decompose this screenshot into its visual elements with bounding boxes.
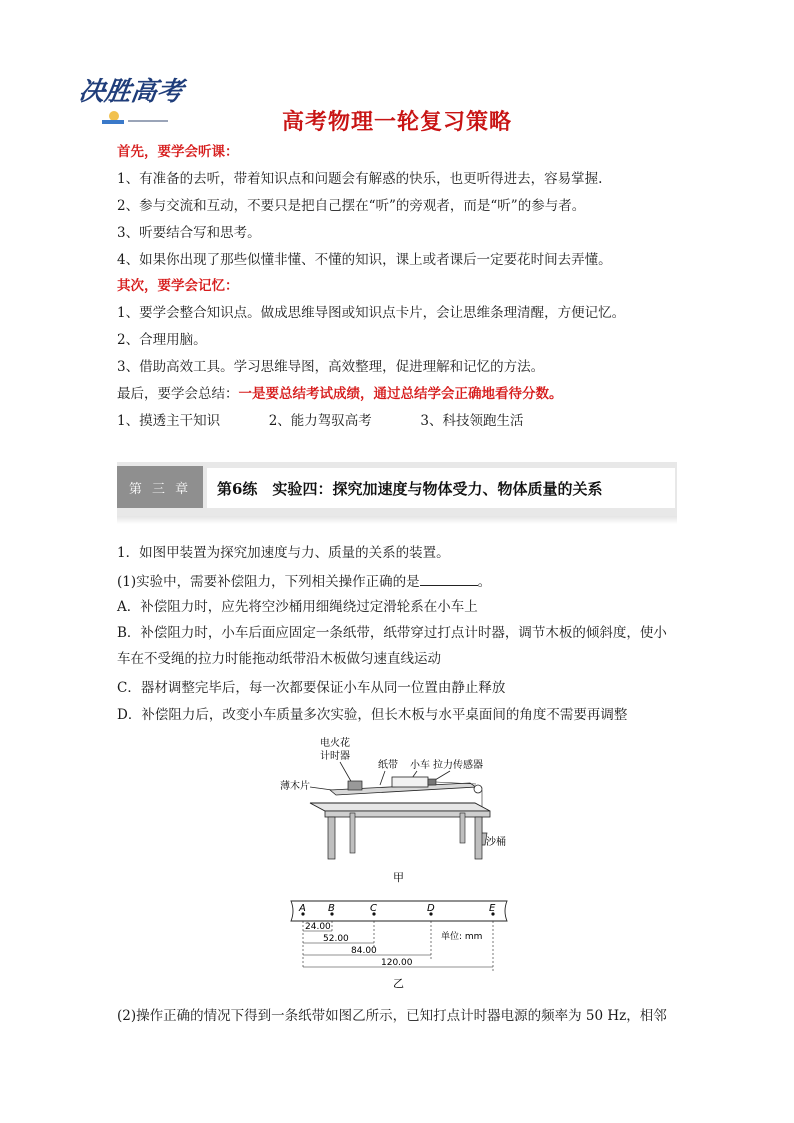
figure-apparatus	[270, 735, 530, 885]
question-part1-end: 。	[477, 574, 492, 590]
distance-ad: 84.00	[351, 946, 377, 956]
list-item: 3、听要结合写和思考。	[117, 225, 261, 241]
section-heading-listening: 首先，要学会听课：	[117, 144, 239, 160]
label-tape: 纸带	[378, 760, 398, 771]
point-label: D	[427, 903, 435, 914]
chapter-label: 第 三 章	[117, 466, 203, 508]
point-label: C	[370, 903, 377, 914]
distance-ac: 52.00	[323, 934, 349, 944]
list-item: 2、合理用脑。	[117, 332, 207, 348]
page-title: 高考物理一轮复习策略	[281, 110, 512, 135]
question-stem: 1．如图甲装置为探究加速度与力、质量的关系的装置。	[117, 545, 450, 561]
answer-blank[interactable]	[420, 571, 478, 586]
distance-ae: 120.00	[381, 958, 413, 968]
label-cart: 小车	[410, 760, 430, 771]
list-item: 2、参与交流和互动，不要只是把自己摆在“听”的旁观者，而是“听”的参与者。	[117, 198, 586, 214]
figure-b-caption: 乙	[393, 977, 404, 990]
point-label: E	[489, 903, 496, 914]
section-heading-memory: 其次，要学会记忆：	[117, 278, 239, 294]
option-d: D．补偿阻力后，改变小车质量多次实验，但长木板与水平桌面间的角度不需要再调整	[117, 707, 628, 723]
question-part1-text: (1)实验中，需要补偿阻力，下列相关操作正确的是	[117, 574, 420, 590]
label-bucket: 沙桶	[486, 837, 506, 848]
list-item: 1、有准备的去听，带着知识点和问题会有解惑的快乐，也更听得进去，容易掌握.	[117, 171, 603, 187]
summary-item: 3、科技领跑生活	[420, 413, 524, 429]
label-sensor: 拉力传感器	[433, 760, 483, 771]
label-wedge: 薄木片	[280, 781, 310, 792]
chapter-divider	[117, 516, 677, 524]
point-label: B	[328, 903, 335, 914]
distance-ab: 24.00	[305, 922, 331, 932]
chapter-title: 第6练 实验四：探究加速度与物体受力、物体质量的关系	[207, 468, 675, 508]
logo-text: 决胜高考	[78, 76, 186, 107]
summary-prefix: 最后，要学会总结：	[117, 386, 239, 402]
list-item: 3、借助高效工具。学习思维导图，高效整理，促进理解和记忆的方法。	[117, 359, 545, 375]
label-timer-line1: 电火花	[320, 738, 350, 749]
option-a: A．补偿阻力时，应先将空沙桶用细绳绕过定滑轮系在小车上	[117, 599, 478, 615]
figure-tape	[285, 893, 515, 993]
list-item: 4、如果你出现了那些似懂非懂、不懂的知识，课上或者课后一定要花时间去弄懂。	[117, 252, 612, 268]
option-c: C．器材调整完毕后，每一次都要保证小车从同一位置由静止释放	[117, 680, 506, 696]
point-label: A	[299, 903, 306, 914]
summary-item: 1、摸透主干知识	[117, 413, 221, 429]
unit-label: 单位: mm	[441, 932, 483, 942]
summary-items	[117, 412, 523, 430]
question-part1	[117, 571, 491, 591]
summary-item: 2、能力驾驭高考	[268, 413, 372, 429]
list-item: 1、要学会整合知识点。做成思维导图或知识点卡片，会让思维条理清醒，方便记忆。	[117, 305, 626, 321]
question-part2: (2)操作正确的情况下得到一条纸带如图乙所示，已知打点计时器电源的频率为 50 Hz，相邻	[117, 1008, 667, 1024]
summary-highlight: 一是要总结考试成绩，通过总结学会正确地看待分数。	[238, 386, 563, 402]
label-timer-line2: 计时器	[320, 751, 350, 762]
summary-line	[117, 385, 563, 403]
figure-a-caption: 甲	[393, 871, 404, 884]
option-b: B．补偿阻力时，小车后面应固定一条纸带，纸带穿过打点计时器，调节木板的倾斜度，使小车在不受绳的拉力时能拖动纸带沿木板做匀速直线运动	[117, 625, 667, 667]
